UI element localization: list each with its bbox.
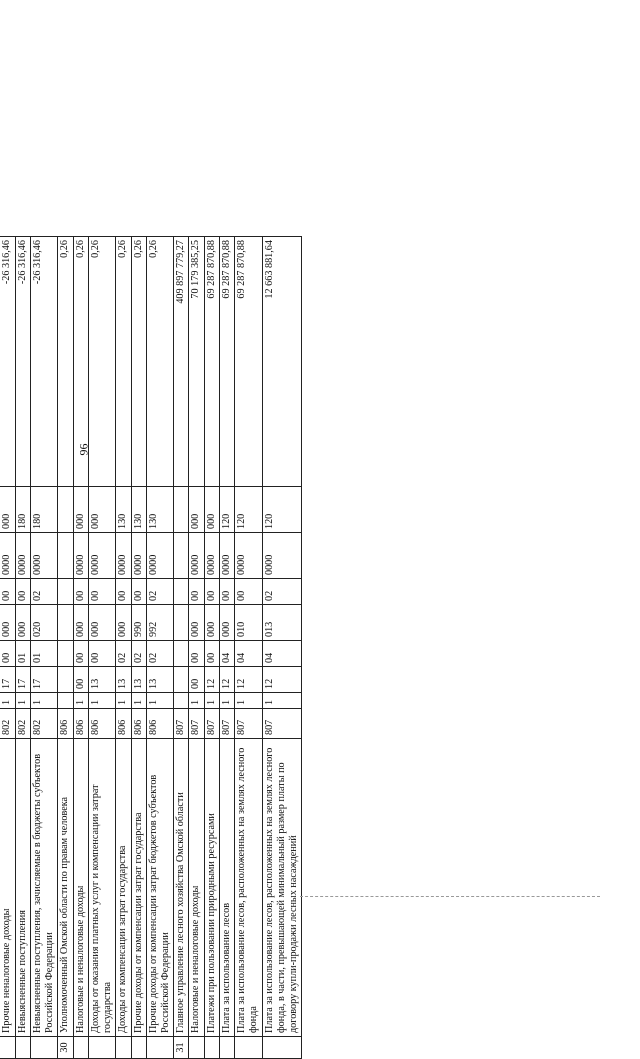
subgroup-code-cell: 00 <box>73 667 88 693</box>
element-code-cell: 00 <box>235 579 262 605</box>
program-code-cell: 0000 <box>235 533 262 579</box>
amount-cell: 12 663 881,64 <box>262 237 302 487</box>
classification-code-cell: 120 <box>235 487 262 533</box>
table-row <box>174 237 189 1059</box>
program-code-cell: 0000 <box>131 533 146 579</box>
program-code-cell: 0000 <box>30 533 57 579</box>
admin-code-cell: 807 <box>235 709 262 739</box>
admin-code-cell: 807 <box>219 709 234 739</box>
row-number-cell <box>131 1037 146 1059</box>
row-number-cell <box>219 1037 234 1059</box>
admin-code-cell: 806 <box>88 709 115 739</box>
subarticle-code-cell: 000 <box>88 605 115 641</box>
subgroup-code-cell <box>174 667 189 693</box>
admin-code-cell: 807 <box>189 709 204 739</box>
subarticle-code-cell <box>58 605 73 641</box>
group-code-cell: 1 <box>131 693 146 709</box>
subarticle-code-cell: 000 <box>116 605 131 641</box>
admin-code-cell: 806 <box>131 709 146 739</box>
table-row <box>235 237 262 1059</box>
element-code-cell: 02 <box>146 579 173 605</box>
classification-code-cell: 180 <box>15 487 30 533</box>
admin-code-cell: 807 <box>262 709 302 739</box>
program-code-cell <box>174 533 189 579</box>
article-code-cell: 02 <box>116 641 131 667</box>
table-row <box>30 237 57 1059</box>
group-code-cell: 1 <box>204 693 219 709</box>
subgroup-code-cell: 13 <box>146 667 173 693</box>
subgroup-code-cell <box>58 667 73 693</box>
amount-cell: 409 897 779,27 <box>174 237 189 487</box>
program-code-cell: 0000 <box>146 533 173 579</box>
program-code-cell: 0000 <box>204 533 219 579</box>
revenue-name-cell: Налоговые и неналоговые доходы <box>189 739 204 1037</box>
table-row <box>219 237 234 1059</box>
subgroup-code-cell: 13 <box>131 667 146 693</box>
amount-cell: 0,26 <box>73 237 88 487</box>
article-code-cell: 00 <box>88 641 115 667</box>
revenue-name-cell: Уполномоченный Омской области по правам человека <box>58 739 73 1037</box>
row-number-cell <box>235 1037 262 1059</box>
amount-cell: 0,26 <box>116 237 131 487</box>
group-code-cell: 1 <box>73 693 88 709</box>
amount-cell: 0,26 <box>146 237 173 487</box>
row-number-cell: 30 <box>58 1037 73 1059</box>
admin-code-cell: 806 <box>116 709 131 739</box>
group-code-cell: 1 <box>235 693 262 709</box>
revenue-name-cell: Прочие доходы от компенсации затрат бюджетов субъектов Российской Федерации <box>146 739 173 1037</box>
element-code-cell: 00 <box>88 579 115 605</box>
classification-code-cell: 180 <box>30 487 57 533</box>
article-code-cell: 00 <box>73 641 88 667</box>
amount-cell: 69 287 870,88 <box>219 237 234 487</box>
program-code-cell: 0000 <box>116 533 131 579</box>
subgroup-code-cell: 17 <box>0 667 15 693</box>
program-code-cell: 0000 <box>189 533 204 579</box>
table-row <box>262 237 302 1059</box>
amount-cell: -26 316,46 <box>0 237 15 487</box>
row-number-cell <box>116 1037 131 1059</box>
table-row <box>189 237 204 1059</box>
element-code-cell: 00 <box>189 579 204 605</box>
article-code-cell: 04 <box>235 641 262 667</box>
revenue-name-cell: Плата за использование лесов <box>219 739 234 1037</box>
admin-code-cell: 802 <box>30 709 57 739</box>
subgroup-code-cell: 12 <box>235 667 262 693</box>
classification-code-cell: 120 <box>262 487 302 533</box>
program-code-cell: 0000 <box>219 533 234 579</box>
amount-cell: -26 316,46 <box>15 237 30 487</box>
element-code-cell: 00 <box>131 579 146 605</box>
group-code-cell: 1 <box>262 693 302 709</box>
classification-code-cell: 000 <box>88 487 115 533</box>
admin-code-cell: 807 <box>204 709 219 739</box>
program-code-cell: 0000 <box>0 533 15 579</box>
row-number-cell <box>73 1037 88 1059</box>
program-code-cell: 0000 <box>88 533 115 579</box>
revenue-name-cell: Доходы от компенсации затрат государства <box>116 739 131 1037</box>
group-code-cell: 1 <box>189 693 204 709</box>
subarticle-code-cell: 992 <box>146 605 173 641</box>
article-code-cell: 01 <box>15 641 30 667</box>
subarticle-code-cell: 000 <box>204 605 219 641</box>
article-code-cell: 01 <box>30 641 57 667</box>
classification-code-cell <box>58 487 73 533</box>
subarticle-code-cell <box>174 605 189 641</box>
revenue-table <box>0 236 302 1059</box>
classification-code-cell <box>174 487 189 533</box>
revenue-name-cell: Плата за использование лесов, расположенных на землях лесного фонда, в части, превышающей минимальный размер платы по договору купли-продажи лесных насаждений <box>262 739 302 1037</box>
group-code-cell: 1 <box>30 693 57 709</box>
table-row <box>146 237 173 1059</box>
classification-code-cell: 130 <box>116 487 131 533</box>
article-code-cell: 02 <box>146 641 173 667</box>
amount-cell: 0,26 <box>58 237 73 487</box>
article-code-cell: 00 <box>189 641 204 667</box>
row-number-cell <box>204 1037 219 1059</box>
element-code-cell <box>174 579 189 605</box>
program-code-cell: 0000 <box>262 533 302 579</box>
article-code-cell: 00 <box>0 641 15 667</box>
admin-code-cell: 807 <box>174 709 189 739</box>
article-code-cell: 00 <box>204 641 219 667</box>
admin-code-cell: 802 <box>0 709 15 739</box>
page-number: 96 <box>76 443 91 456</box>
element-code-cell: 00 <box>116 579 131 605</box>
row-number-cell <box>88 1037 115 1059</box>
group-code-cell: 1 <box>219 693 234 709</box>
table-row <box>0 237 15 1059</box>
element-code-cell: 00 <box>15 579 30 605</box>
group-code-cell: 1 <box>116 693 131 709</box>
revenue-name-cell: Главное управление лесного хозяйства Омской области <box>174 739 189 1037</box>
subarticle-code-cell: 000 <box>15 605 30 641</box>
subgroup-code-cell: 17 <box>30 667 57 693</box>
amount-cell: 69 287 870,88 <box>235 237 262 487</box>
table-row <box>58 237 73 1059</box>
revenue-name-cell: Невыясненные поступления, зачисляемые в бюджеты субъектов Российской Федерации <box>30 739 57 1037</box>
classification-code-cell: 000 <box>73 487 88 533</box>
subarticle-code-cell: 000 <box>73 605 88 641</box>
amount-cell: 0,26 <box>88 237 115 487</box>
classification-code-cell: 000 <box>189 487 204 533</box>
subarticle-code-cell: 000 <box>219 605 234 641</box>
group-code-cell: 1 <box>0 693 15 709</box>
revenue-table-container <box>0 237 371 1059</box>
subarticle-code-cell: 990 <box>131 605 146 641</box>
revenue-name-cell: Налоговые и неналоговые доходы <box>73 739 88 1037</box>
admin-code-cell: 806 <box>73 709 88 739</box>
amount-cell: 69 287 870,88 <box>204 237 219 487</box>
subarticle-code-cell: 000 <box>189 605 204 641</box>
classification-code-cell: 130 <box>131 487 146 533</box>
subgroup-code-cell: 13 <box>116 667 131 693</box>
article-code-cell: 04 <box>219 641 234 667</box>
classification-code-cell: 000 <box>0 487 15 533</box>
element-code-cell: 00 <box>73 579 88 605</box>
table-row <box>116 237 131 1059</box>
subgroup-code-cell: 12 <box>204 667 219 693</box>
table-row <box>15 237 30 1059</box>
row-number-cell <box>189 1037 204 1059</box>
group-code-cell <box>58 693 73 709</box>
row-number-cell <box>146 1037 173 1059</box>
subarticle-code-cell: 000 <box>0 605 15 641</box>
table-row <box>204 237 219 1059</box>
scan-edge-line <box>300 896 600 897</box>
revenue-name-cell: Платежи при пользовании природными ресурсами <box>204 739 219 1037</box>
group-code-cell <box>174 693 189 709</box>
element-code-cell: 00 <box>0 579 15 605</box>
revenue-name-cell: Прочие доходы от компенсации затрат государства <box>131 739 146 1037</box>
program-code-cell: 0000 <box>73 533 88 579</box>
subgroup-code-cell: 12 <box>262 667 302 693</box>
table-row <box>88 237 115 1059</box>
group-code-cell: 1 <box>15 693 30 709</box>
amount-cell: -26 316,46 <box>30 237 57 487</box>
element-code-cell: 02 <box>262 579 302 605</box>
revenue-name-cell: Прочие неналоговые доходы <box>0 739 15 1037</box>
subgroup-code-cell: 13 <box>88 667 115 693</box>
row-number-cell <box>15 1037 30 1059</box>
classification-code-cell: 120 <box>219 487 234 533</box>
classification-code-cell: 000 <box>204 487 219 533</box>
program-code-cell: 0000 <box>15 533 30 579</box>
amount-cell: 0,26 <box>131 237 146 487</box>
element-code-cell <box>58 579 73 605</box>
table-row <box>131 237 146 1059</box>
row-number-cell <box>30 1037 57 1059</box>
row-number-cell <box>0 1037 15 1059</box>
subgroup-code-cell: 12 <box>219 667 234 693</box>
table-row <box>73 237 88 1059</box>
subarticle-code-cell: 010 <box>235 605 262 641</box>
program-code-cell <box>58 533 73 579</box>
subgroup-code-cell: 00 <box>189 667 204 693</box>
revenue-name-cell: Доходы от оказания платных услуг и компенсации затрат государства <box>88 739 115 1037</box>
admin-code-cell: 806 <box>146 709 173 739</box>
revenue-name-cell: Плата за использование лесов, расположенных на землях лесного фонда <box>235 739 262 1037</box>
subarticle-code-cell: 020 <box>30 605 57 641</box>
article-code-cell: 04 <box>262 641 302 667</box>
subgroup-code-cell: 17 <box>15 667 30 693</box>
row-number-cell <box>262 1037 302 1059</box>
element-code-cell: 02 <box>30 579 57 605</box>
admin-code-cell: 802 <box>15 709 30 739</box>
element-code-cell: 00 <box>204 579 219 605</box>
element-code-cell: 00 <box>219 579 234 605</box>
group-code-cell: 1 <box>88 693 115 709</box>
article-code-cell <box>58 641 73 667</box>
classification-code-cell: 130 <box>146 487 173 533</box>
article-code-cell: 02 <box>131 641 146 667</box>
row-number-cell: 31 <box>174 1037 189 1059</box>
revenue-name-cell: Невыясненные поступления <box>15 739 30 1037</box>
article-code-cell <box>174 641 189 667</box>
admin-code-cell: 806 <box>58 709 73 739</box>
amount-cell: 70 179 385,25 <box>189 237 204 487</box>
subarticle-code-cell: 013 <box>262 605 302 641</box>
group-code-cell: 1 <box>146 693 173 709</box>
